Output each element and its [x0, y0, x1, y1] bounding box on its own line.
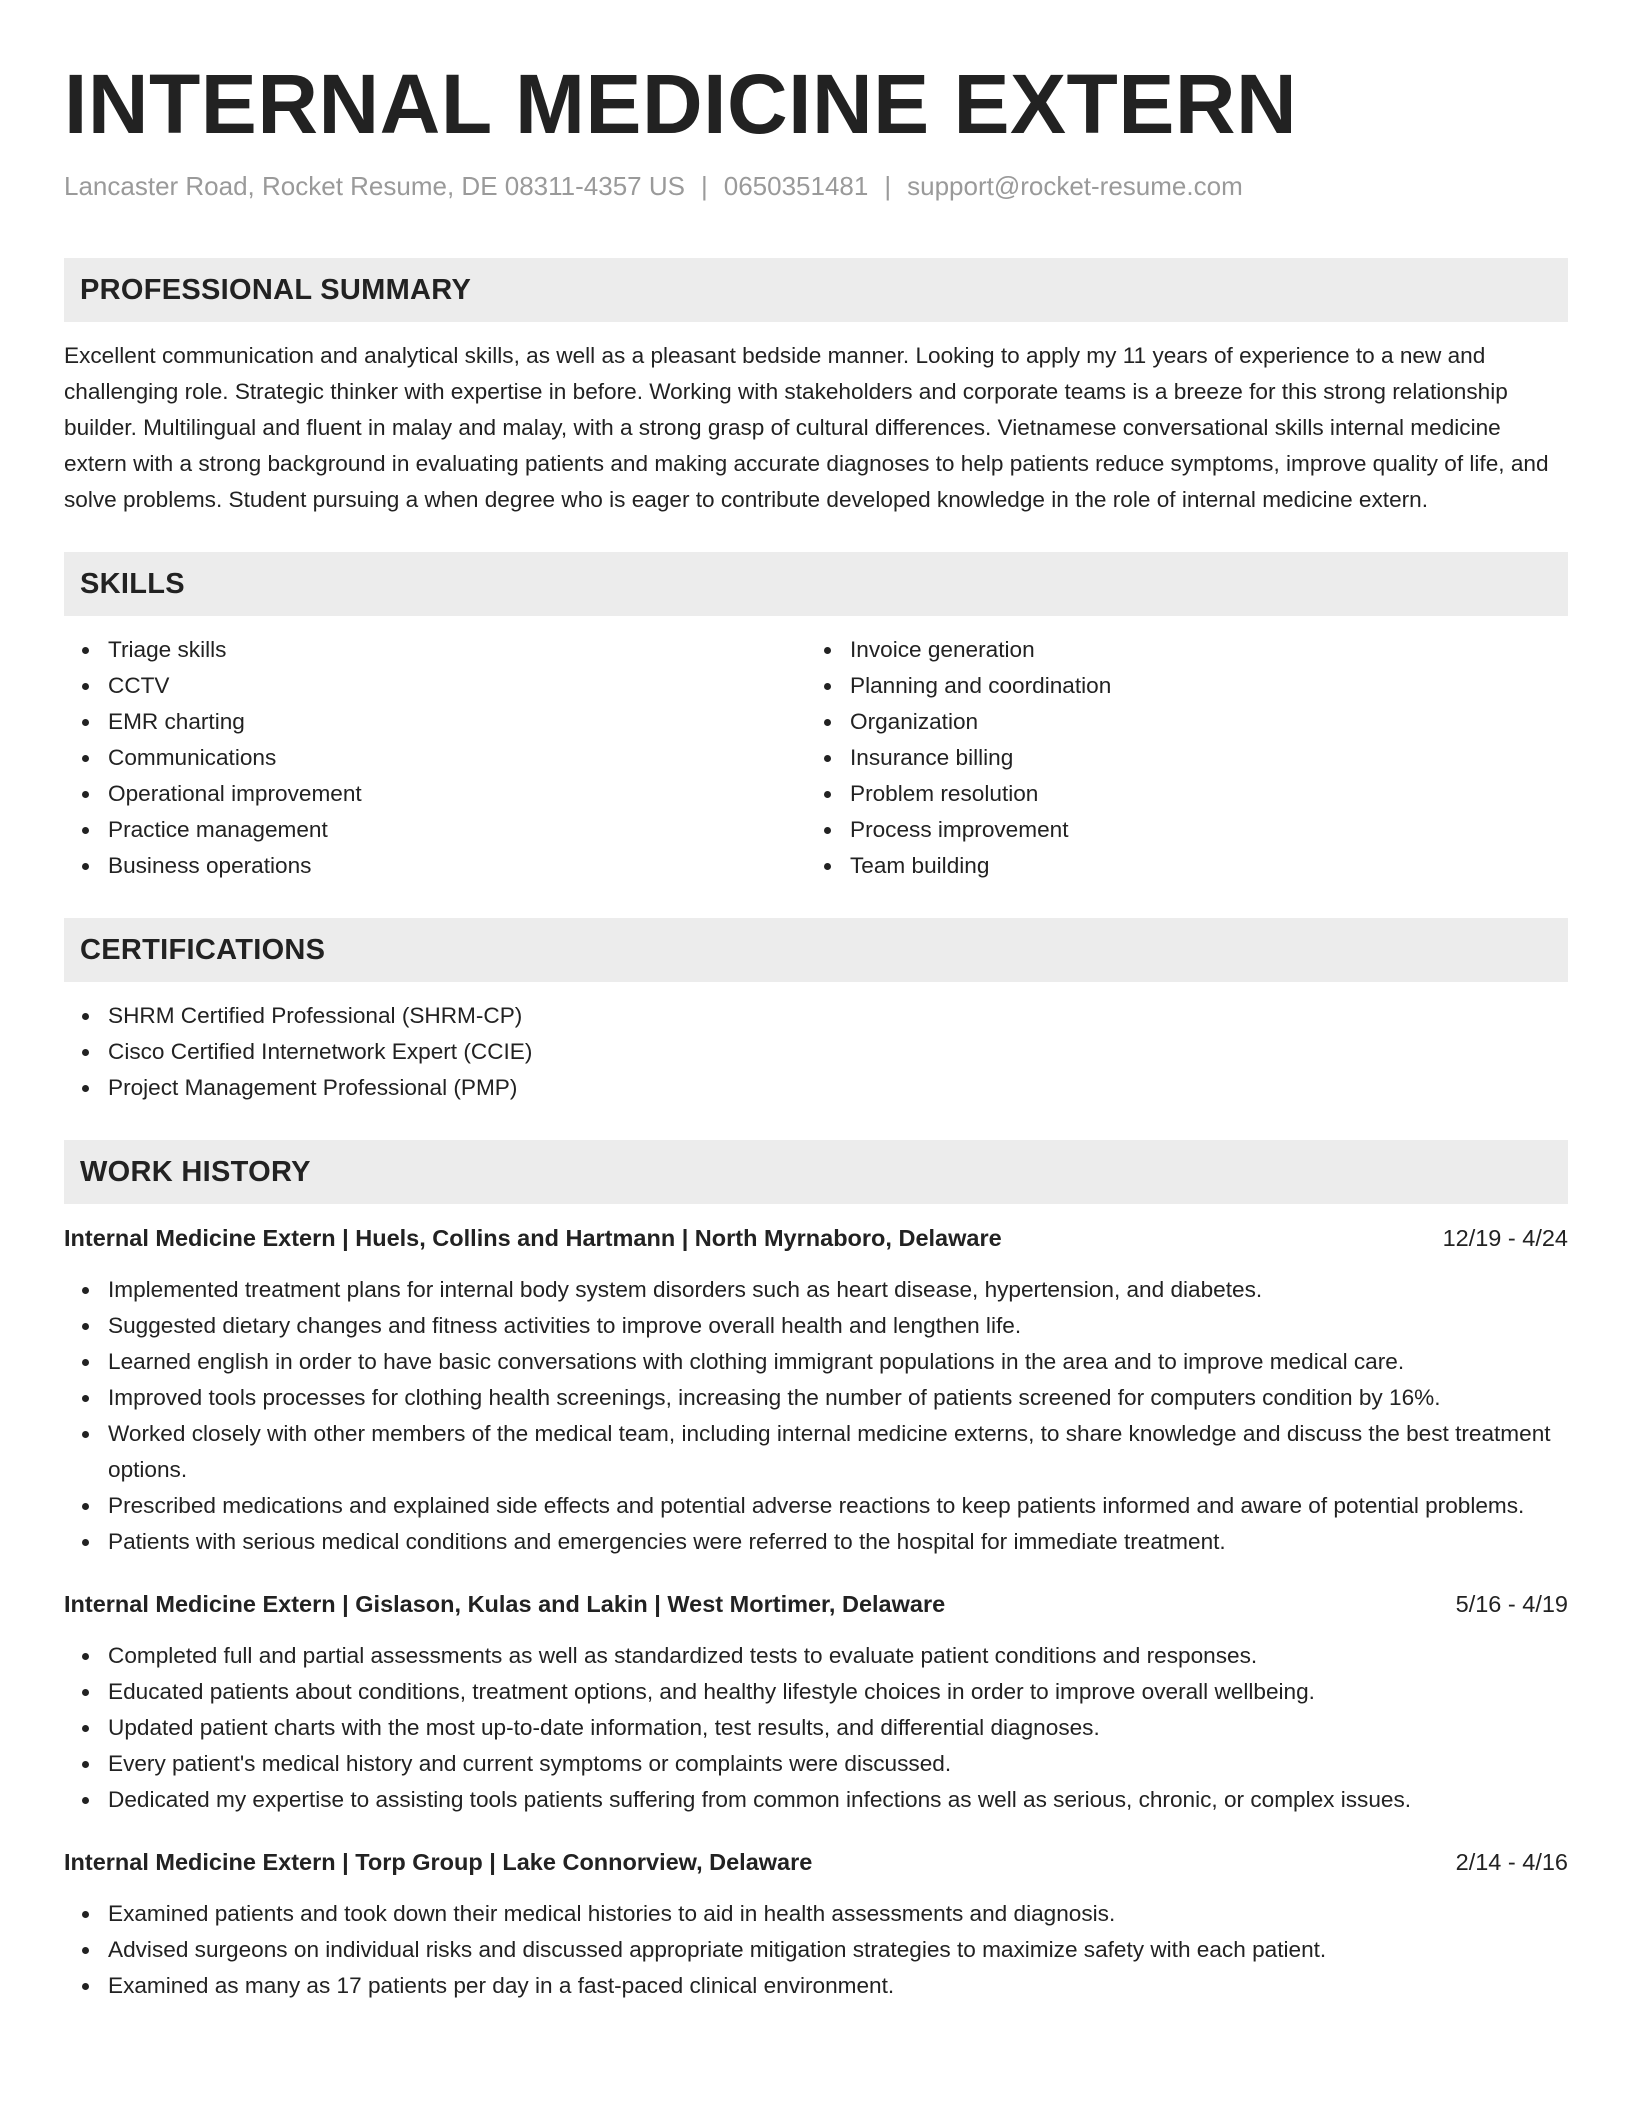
skill-item: Process improvement — [806, 812, 1548, 848]
contact-phone: 0650351481 — [723, 171, 869, 201]
section-header-certifications — [64, 918, 1568, 982]
section-header-summary — [64, 258, 1568, 322]
certification-item: Project Management Professional (PMP) — [64, 1070, 1568, 1106]
skill-item: Organization — [806, 704, 1548, 740]
job-bullet: Worked closely with other members of the medical team, including internal medicine externs, to share knowledge and discuss the best treatment options. — [64, 1416, 1568, 1488]
skills-list-left — [64, 632, 806, 884]
skill-item: Insurance billing — [806, 740, 1548, 776]
job-bullets — [64, 1638, 1568, 1818]
section-title: WORK HISTORY — [80, 1155, 311, 1188]
contact-separator: | — [884, 171, 892, 201]
skills-list-right — [806, 632, 1548, 884]
job-heading — [64, 1586, 1568, 1622]
job-bullet: Updated patient charts with the most up-to-date information, test results, and differential diagnoses. — [64, 1710, 1568, 1746]
candidate-name: INTERNAL MEDICINE EXTERN — [64, 57, 1298, 151]
job-dates: 2/14 - 4/16 — [1455, 1849, 1568, 1875]
skill-item: Planning and coordination — [806, 668, 1548, 704]
skill-item: Invoice generation — [806, 632, 1548, 668]
job-bullet: Completed full and partial assessments as well as standardized tests to evaluate patient conditions and responses. — [64, 1638, 1568, 1674]
section-title: CERTIFICATIONS — [80, 933, 326, 966]
skill-item: Triage skills — [64, 632, 806, 668]
certification-item: SHRM Certified Professional (SHRM-CP) — [64, 998, 1568, 1034]
job-bullets — [64, 1272, 1568, 1560]
skill-item: EMR charting — [64, 704, 806, 740]
contact-separator: | — [700, 171, 708, 201]
skills-columns — [64, 632, 1568, 884]
skill-item: Communications — [64, 740, 806, 776]
certifications-list — [64, 998, 1568, 1106]
job-bullet: Dedicated my expertise to assisting tools patients suffering from common infections as well as serious, chronic, or complex issues. — [64, 1782, 1568, 1818]
section-title: PROFESSIONAL SUMMARY — [80, 273, 472, 306]
job-bullet: Improved tools processes for clothing health screenings, increasing the number of patients screened for computers condition by 16%. — [64, 1380, 1568, 1416]
skill-item: CCTV — [64, 668, 806, 704]
section-header-work-history — [64, 1140, 1568, 1204]
certification-item: Cisco Certified Internetwork Expert (CCIE) — [64, 1034, 1568, 1070]
job-title: Internal Medicine Extern | Torp Group | Lake Connorview, Delaware — [64, 1849, 813, 1875]
contact-email: support@rocket-resume.com — [907, 171, 1243, 201]
skill-item: Team building — [806, 848, 1548, 884]
job-dates: 5/16 - 4/19 — [1455, 1591, 1568, 1617]
job-bullet: Prescribed medications and explained side effects and potential adverse reactions to keep patients informed and aware of potential problems. — [64, 1488, 1568, 1524]
job-bullet: Implemented treatment plans for internal body system disorders such as heart disease, hypertension, and diabetes. — [64, 1272, 1568, 1308]
contact-line — [64, 168, 1568, 204]
job-bullet: Learned english in order to have basic conversations with clothing immigrant populations in the area and to improve medical care. — [64, 1344, 1568, 1380]
job-heading — [64, 1220, 1568, 1256]
job-bullet: Every patient's medical history and current symptoms or complaints were discussed. — [64, 1746, 1568, 1782]
skill-item: Business operations — [64, 848, 806, 884]
section-title: SKILLS — [80, 567, 185, 600]
skill-item: Problem resolution — [806, 776, 1548, 812]
job-bullet: Advised surgeons on individual risks and discussed appropriate mitigation strategies to maximize safety with each patient. — [64, 1932, 1568, 1968]
job-bullet: Examined patients and took down their medical histories to aid in health assessments and diagnosis. — [64, 1896, 1568, 1932]
summary-text: Excellent communication and analytical skills, as well as a pleasant bedside manner. Looking to apply my 11 years of experience to a new and challenging role. Strategic thinker with expertise in before. Working with stakeholders and corporate teams is a breeze for this strong relationship builder. Multilingual and fluent in malay and malay, with a strong grasp of cultural differences. Vietnamese conversational skills internal medicine extern with a strong background in evaluating patients and making accurate diagnoses to help patients reduce symptoms, improve quality of life, and solve problems. Student pursuing a when degree who is eager to contribute developed knowledge in the role of internal medicine extern. — [64, 343, 1549, 512]
section-header-skills — [64, 552, 1568, 616]
job-title: Internal Medicine Extern | Huels, Collins and Hartmann | North Myrnaboro, Delaware — [64, 1225, 1002, 1251]
job-heading — [64, 1844, 1568, 1880]
job-bullets — [64, 1896, 1568, 2004]
skill-item: Practice management — [64, 812, 806, 848]
job-title: Internal Medicine Extern | Gislason, Kulas and Lakin | West Mortimer, Delaware — [64, 1591, 946, 1617]
job-bullet: Suggested dietary changes and fitness activities to improve overall health and lengthen life. — [64, 1308, 1568, 1344]
job-bullet: Examined as many as 17 patients per day in a fast-paced clinical environment. — [64, 1968, 1568, 2004]
contact-address: Lancaster Road, Rocket Resume, DE 08311-4357 US — [64, 171, 685, 201]
job-bullet: Patients with serious medical conditions and emergencies were referred to the hospital for immediate treatment. — [64, 1524, 1568, 1560]
job-bullet: Educated patients about conditions, treatment options, and healthy lifestyle choices in order to improve overall wellbeing. — [64, 1674, 1568, 1710]
skill-item: Operational improvement — [64, 776, 806, 812]
job-dates: 12/19 - 4/24 — [1442, 1225, 1568, 1251]
